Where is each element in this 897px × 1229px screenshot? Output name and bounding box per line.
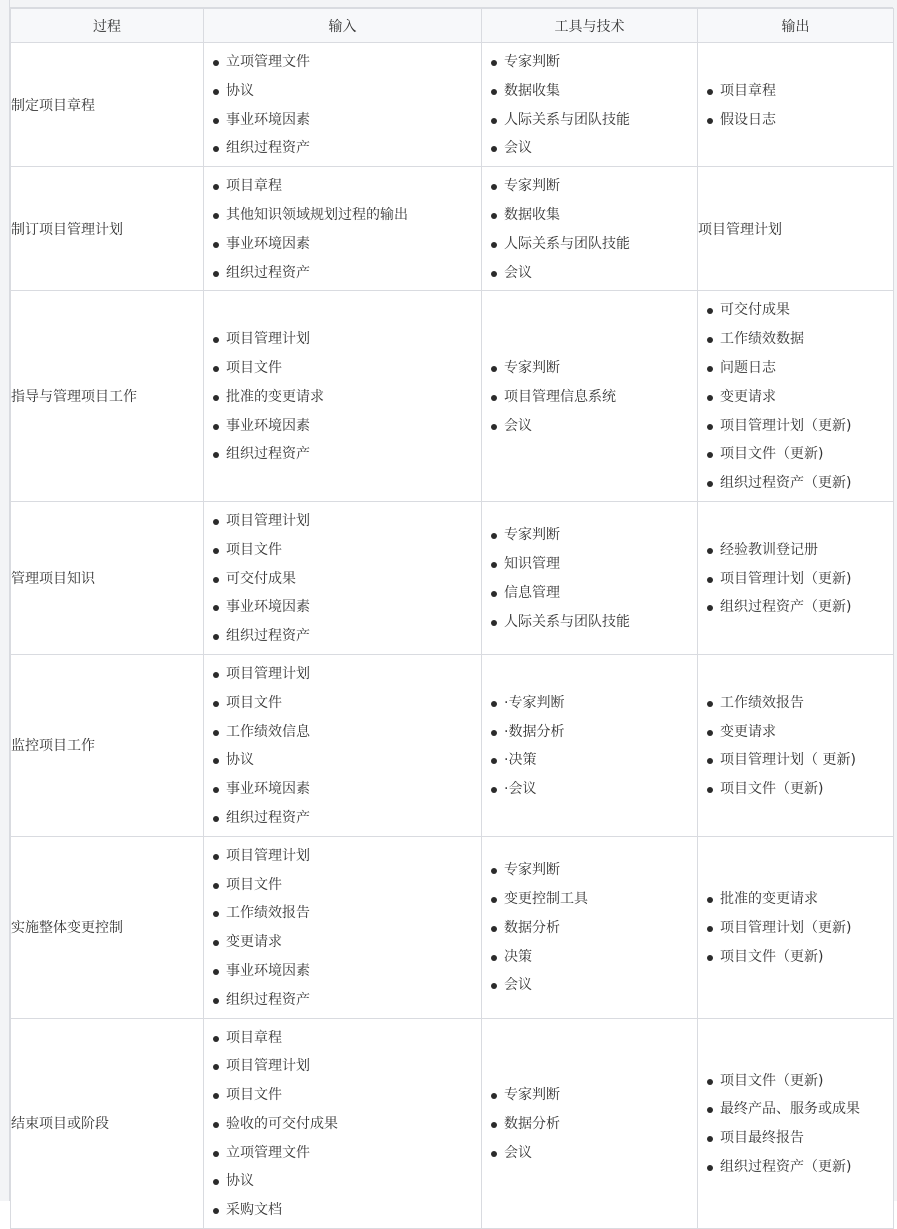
list-item: 变更控制工具	[482, 885, 697, 914]
list-item: 立项管理文件	[204, 1139, 481, 1168]
process-name: 结束项目或阶段	[11, 1018, 204, 1229]
list-item: 组织过程资产（更新)	[698, 469, 893, 498]
table-row	[11, 43, 894, 167]
list-item: 变更请求	[204, 928, 481, 957]
list-item: ·会议	[482, 775, 697, 804]
list-item: 项目文件（更新)	[698, 775, 893, 804]
tools-cell	[482, 43, 698, 167]
inputs-cell	[204, 654, 482, 836]
tools-cell	[482, 167, 698, 291]
list-item: 其他知识领域规划过程的输出	[204, 201, 481, 230]
list-item: 数据分析	[482, 914, 697, 943]
inputs-cell	[204, 291, 482, 502]
outputs-cell	[698, 291, 894, 502]
list-item: 专家判断	[482, 48, 697, 77]
list-item: 变更请求	[698, 383, 893, 412]
list-item: 数据分析	[482, 1110, 697, 1139]
process-name: 指导与管理项目工作	[11, 291, 204, 502]
outputs-cell	[698, 1018, 894, 1229]
list-item: 协议	[204, 746, 481, 775]
list-item: 项目文件（更新)	[698, 440, 893, 469]
list-item: 经验教训登记册	[698, 536, 893, 565]
list-item: 批准的变更请求	[204, 383, 481, 412]
inputs-cell	[204, 167, 482, 291]
list-item: 项目章程	[698, 77, 893, 106]
inputs-cell	[204, 501, 482, 654]
list-item: 人际关系与团队技能	[482, 608, 697, 637]
outputs-cell	[698, 501, 894, 654]
list-item: ·专家判断	[482, 689, 697, 718]
list-item: 项目章程	[204, 1024, 481, 1053]
list-item: 项目管理计划（更新)	[698, 914, 893, 943]
list-item: 事业环境因素	[204, 106, 481, 135]
list-item: 知识管理	[482, 550, 697, 579]
list-item: 变更请求	[698, 718, 893, 747]
list-item: 数据收集	[482, 77, 697, 106]
table-row	[11, 654, 894, 836]
process-name: 监控项目工作	[11, 654, 204, 836]
list-item: 组织过程资产	[204, 986, 481, 1015]
process-name: 制定项目章程	[11, 43, 204, 167]
list-item: 事业环境因素	[204, 775, 481, 804]
list-item: 组织过程资产	[204, 622, 481, 651]
inputs-cell	[204, 836, 482, 1018]
list-item: ·决策	[482, 746, 697, 775]
list-item: 会议	[482, 412, 697, 441]
list-item: 专家判断	[482, 856, 697, 885]
list-item: 决策	[482, 943, 697, 972]
process-name: 管理项目知识	[11, 501, 204, 654]
outputs-cell	[698, 43, 894, 167]
list-item: 事业环境因素	[204, 230, 481, 259]
list-item: 采购文档	[204, 1196, 481, 1225]
header-inputs: 输入	[204, 9, 482, 43]
inputs-cell	[204, 43, 482, 167]
tools-cell	[482, 501, 698, 654]
list-item: 项目文件（更新)	[698, 1067, 893, 1096]
list-item: 专家判断	[482, 521, 697, 550]
list-item: 项目管理计划	[204, 842, 481, 871]
integration-process-table	[10, 8, 894, 1229]
table-row	[11, 1018, 894, 1229]
header-process: 过程	[11, 9, 204, 43]
process-name: 实施整体变更控制	[11, 836, 204, 1018]
tools-cell	[482, 291, 698, 502]
list-item: 协议	[204, 77, 481, 106]
process-name: 制订项目管理计划	[11, 167, 204, 291]
list-item: 协议	[204, 1167, 481, 1196]
inputs-cell	[204, 1018, 482, 1229]
list-item: 事业环境因素	[204, 957, 481, 986]
list-item: 可交付成果	[698, 296, 893, 325]
list-item: 组织过程资产	[204, 259, 481, 288]
list-item: 专家判断	[482, 172, 697, 201]
list-item: 项目管理计划	[204, 1052, 481, 1081]
sheet-top-strip	[0, 0, 897, 8]
list-item: 项目文件	[204, 354, 481, 383]
list-item: 会议	[482, 971, 697, 1000]
list-item: ·数据分析	[482, 718, 697, 747]
tools-cell	[482, 1018, 698, 1229]
list-item: 专家判断	[482, 354, 697, 383]
list-item: 工作绩效信息	[204, 718, 481, 747]
list-item: 组织过程资产	[204, 804, 481, 833]
list-item: 事业环境因素	[204, 593, 481, 622]
list-item: 项目文件	[204, 1081, 481, 1110]
list-item: 人际关系与团队技能	[482, 230, 697, 259]
list-item: 数据收集	[482, 201, 697, 230]
sheet-row-gutter	[0, 0, 10, 1201]
list-item: 会议	[482, 1139, 697, 1168]
list-item: 项目管理计划	[204, 325, 481, 354]
list-item: 可交付成果	[204, 565, 481, 594]
list-item: 项目文件	[204, 536, 481, 565]
list-item: 工作绩效报告	[698, 689, 893, 718]
list-item: 专家判断	[482, 1081, 697, 1110]
list-item: 项目最终报告	[698, 1124, 893, 1153]
list-item: 会议	[482, 134, 697, 163]
table-row	[11, 167, 894, 291]
list-item: 项目管理计划	[204, 660, 481, 689]
list-item: 项目管理计划	[204, 507, 481, 536]
list-item: 项目文件	[204, 689, 481, 718]
list-item: 信息管理	[482, 579, 697, 608]
list-item: 项目文件	[204, 871, 481, 900]
list-item: 事业环境因素	[204, 412, 481, 441]
list-item: 项目管理计划（ 更新)	[698, 746, 893, 775]
list-item: 组织过程资产	[204, 440, 481, 469]
list-item: 组织过程资产（更新)	[698, 1153, 893, 1182]
list-item: 项目管理信息系统	[482, 383, 697, 412]
tools-cell	[482, 836, 698, 1018]
list-item: 立项管理文件	[204, 48, 481, 77]
list-item: 人际关系与团队技能	[482, 106, 697, 135]
list-item: 工作绩效报告	[204, 899, 481, 928]
list-item: 组织过程资产	[204, 134, 481, 163]
outputs-cell	[698, 836, 894, 1018]
list-item: 项目文件（更新)	[698, 943, 893, 972]
list-item: 最终产品、服务或成果	[698, 1095, 893, 1124]
table-row	[11, 291, 894, 502]
table-row	[11, 501, 894, 654]
table-row	[11, 836, 894, 1018]
outputs-cell	[698, 654, 894, 836]
header-tools: 工具与技术	[482, 9, 698, 43]
list-item: 会议	[482, 259, 697, 288]
tools-cell	[482, 654, 698, 836]
list-item: 项目管理计划（更新)	[698, 412, 893, 441]
list-item: 问题日志	[698, 354, 893, 383]
list-item: 项目章程	[204, 172, 481, 201]
list-item: 验收的可交付成果	[204, 1110, 481, 1139]
list-item: 批准的变更请求	[698, 885, 893, 914]
header-outputs: 输出	[698, 9, 894, 43]
header-row	[11, 9, 894, 43]
outputs-cell: 项目管理计划	[698, 167, 894, 291]
list-item: 组织过程资产（更新)	[698, 593, 893, 622]
list-item: 工作绩效数据	[698, 325, 893, 354]
list-item: 项目管理计划（更新)	[698, 565, 893, 594]
list-item: 假设日志	[698, 106, 893, 135]
